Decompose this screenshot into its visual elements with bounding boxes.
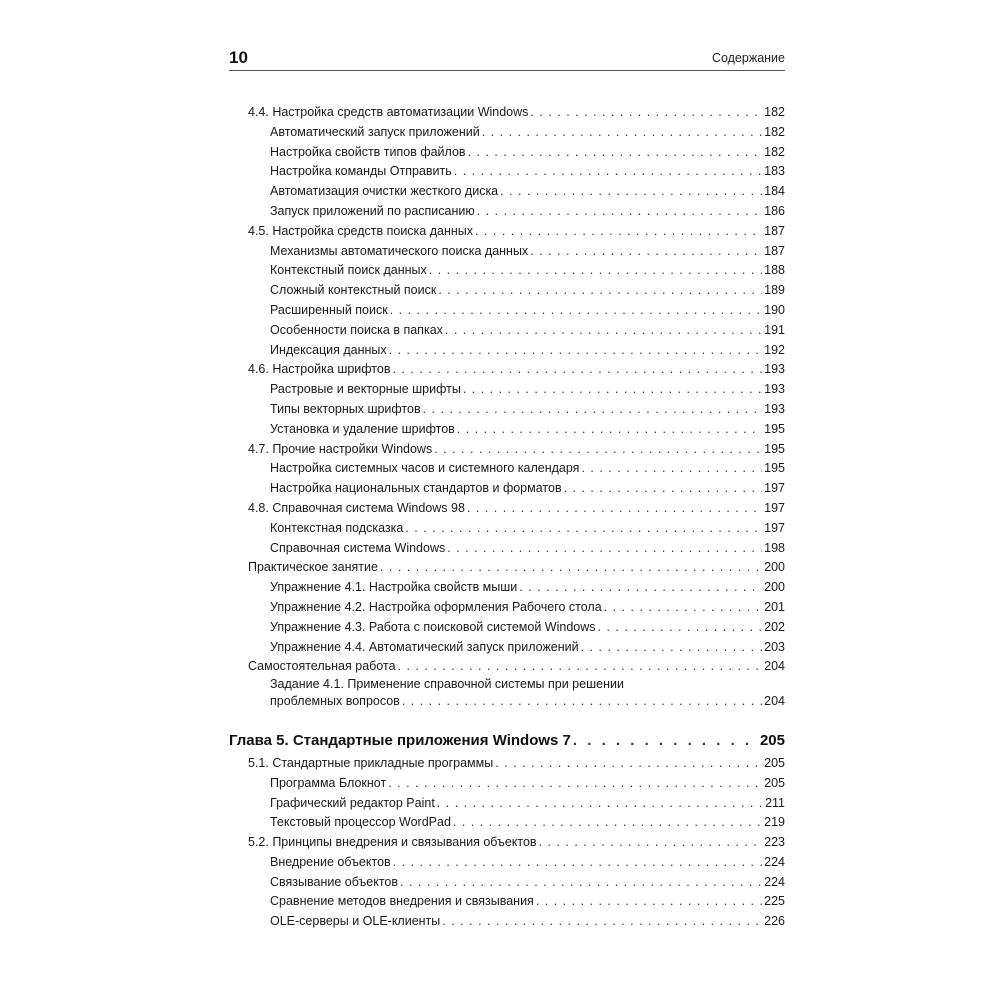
dot-leader: [454, 162, 762, 182]
dot-leader: [530, 242, 762, 262]
toc-entry[interactable]: [229, 657, 785, 677]
toc-entry-page: 205: [764, 775, 785, 790]
dot-leader: [564, 479, 763, 499]
toc-entry-label: Связывание объектов: [270, 874, 399, 889]
dot-leader: [573, 728, 758, 754]
toc-entry-label: 4.5. Настройка средств поиска данных: [248, 223, 473, 238]
toc-entry-page: 219: [764, 815, 785, 830]
dot-leader: [457, 420, 762, 440]
toc-entry-label: Растровые и векторные шрифты: [270, 382, 461, 397]
toc-entry[interactable]: [229, 774, 785, 794]
dot-leader: [388, 774, 762, 794]
toc-entry-page: 190: [764, 302, 785, 317]
toc-entry[interactable]: [229, 143, 785, 163]
toc-entry-page: 205: [764, 755, 785, 770]
toc-entry-label: Программа Блокнот: [270, 775, 387, 790]
dot-leader: [402, 692, 762, 712]
toc-entry-label: 4.6. Настройка шрифтов: [248, 362, 391, 377]
toc-entry-page: 197: [764, 520, 785, 535]
toc-entry-label: OLE-серверы и OLE-клиенты: [270, 914, 441, 929]
toc-entry[interactable]: [229, 360, 785, 380]
toc-chapter-heading[interactable]: [229, 728, 785, 754]
dot-leader: [400, 873, 762, 893]
toc-entry-label: Настройка национальных стандартов и форматов: [270, 481, 562, 496]
toc-entry-page: 189: [764, 283, 785, 298]
toc-entry-page: 203: [764, 639, 785, 654]
dot-leader: [467, 499, 762, 519]
toc-entry[interactable]: [229, 242, 785, 262]
dot-leader: [539, 833, 763, 853]
toc-entry-label: Контекстный поиск данных: [270, 263, 427, 278]
toc-entry-page: 198: [764, 540, 785, 555]
toc-entry-label: Особенности поиска в папках: [270, 322, 443, 337]
toc-entry-label: Внедрение объектов: [270, 854, 391, 869]
toc-entry-page: 183: [764, 164, 785, 179]
toc-entry-label: Упражнение 4.2. Настройка оформления Рабочего стола: [270, 599, 602, 614]
toc-entry-label: Справочная система Windows: [270, 540, 446, 555]
toc-entry-page: 182: [764, 105, 785, 119]
toc-entry[interactable]: [229, 794, 785, 814]
toc-entry-label: Автоматический запуск приложений: [270, 124, 480, 139]
toc-entry-page: 193: [764, 401, 785, 416]
toc-entry-page: 188: [764, 263, 785, 278]
toc-entry-label: Контекстная подсказка: [270, 520, 404, 535]
toc-entry-page: 186: [764, 203, 785, 218]
toc-entry-page: 223: [764, 835, 785, 850]
dot-leader: [530, 103, 762, 123]
dot-leader: [442, 912, 762, 932]
toc-entry-page: 191: [764, 322, 785, 337]
dot-leader: [581, 638, 763, 658]
toc-entry-page: 224: [764, 874, 785, 889]
toc-entry[interactable]: [229, 162, 785, 182]
toc-entry[interactable]: [229, 892, 785, 912]
toc-entry-label: Настройка команды Отправить: [270, 164, 452, 179]
toc-entry-label: Типы векторных шрифтов: [270, 401, 421, 416]
toc-entry[interactable]: [229, 222, 785, 242]
toc-entry[interactable]: [229, 103, 785, 123]
toc-entry[interactable]: [229, 813, 785, 833]
dot-leader: [405, 519, 762, 539]
toc-entry[interactable]: [229, 598, 785, 618]
toc-entry-page: 197: [764, 481, 785, 496]
toc-entry-label: 4.7. Прочие настройки Windows: [248, 441, 433, 456]
dot-leader: [445, 321, 762, 341]
table-of-contents: [229, 103, 785, 932]
chapter-page: 205: [759, 731, 785, 749]
dot-leader: [475, 222, 762, 242]
toc-entry-label: Установка и удаление шрифтов: [270, 421, 455, 436]
toc-entry[interactable]: [229, 618, 785, 638]
dot-leader: [390, 301, 762, 321]
dot-leader: [380, 558, 762, 578]
toc-entry[interactable]: [229, 638, 785, 658]
toc-entry-label-line1: Задание 4.1. Применение справочной системы при решении: [270, 677, 624, 692]
toc-entry-label: Настройка системных часов и системного календаря: [270, 461, 580, 476]
toc-entry-page: 193: [764, 382, 785, 397]
toc-entry-page: 184: [764, 184, 785, 199]
toc-entry-page: 182: [764, 124, 785, 139]
toc-entry-label: Механизмы автоматического поиска данных: [270, 243, 529, 258]
dot-leader: [463, 380, 762, 400]
toc-entry-page: 192: [764, 342, 785, 357]
toc-entry[interactable]: [229, 853, 785, 873]
toc-entry[interactable]: [229, 440, 785, 460]
toc-entry-label: Текстовый процессор WordPad: [270, 815, 451, 830]
toc-entry-label: Расширенный поиск: [270, 302, 388, 317]
toc-entry[interactable]: [229, 281, 785, 301]
toc-entry-page: 226: [764, 914, 785, 929]
dot-leader: [447, 539, 762, 559]
dot-leader: [519, 578, 762, 598]
toc-entry-page: 202: [764, 619, 785, 634]
toc-entry-page: 182: [764, 144, 785, 159]
toc-entry[interactable]: [229, 123, 785, 143]
toc-entry-label: Упражнение 4.4. Автоматический запуск приложений: [270, 639, 579, 654]
toc-part1: [229, 103, 785, 677]
toc-entry-label: 4.4. Настройка средств автоматизации Windows: [248, 105, 529, 119]
toc-entry-label: Настройка свойств типов файлов: [270, 144, 466, 159]
dot-leader: [500, 182, 762, 202]
toc-entry-page: 193: [764, 362, 785, 377]
toc-part2: [229, 754, 785, 932]
toc-entry-page: 187: [764, 243, 785, 258]
dot-leader: [495, 754, 762, 774]
toc-entry-page: 225: [764, 894, 785, 909]
toc-entry-label: 5.1. Стандартные прикладные программы: [248, 755, 494, 770]
toc-entry[interactable]: [229, 499, 785, 519]
toc-entry-page: 187: [764, 223, 785, 238]
toc-entry[interactable]: [229, 873, 785, 893]
toc-entry-page: 201: [764, 599, 785, 614]
running-title: Содержание: [711, 51, 785, 65]
dot-leader: [453, 813, 762, 833]
dot-leader: [429, 261, 762, 281]
toc-entry-page: 195: [764, 441, 785, 456]
toc-entry[interactable]: [229, 321, 785, 341]
dot-leader: [437, 794, 763, 814]
toc-entry[interactable]: [229, 912, 785, 932]
toc-entry[interactable]: [229, 420, 785, 440]
dot-leader: [398, 657, 763, 677]
toc-entry[interactable]: [229, 400, 785, 420]
toc-entry-page: 200: [764, 560, 785, 575]
dot-leader: [392, 360, 762, 380]
toc-entry-label: Индексация данных: [270, 342, 387, 357]
toc-entry[interactable]: [229, 754, 785, 774]
toc-entry-page: 224: [764, 854, 785, 869]
toc-entry-multiline[interactable]: [229, 677, 785, 712]
toc-entry[interactable]: [229, 519, 785, 539]
toc-entry[interactable]: [229, 182, 785, 202]
toc-entry[interactable]: [229, 301, 785, 321]
dot-leader: [423, 400, 763, 420]
toc-entry[interactable]: [229, 479, 785, 499]
dot-leader: [477, 202, 762, 222]
toc-entry-label: 5.2. Принципы внедрения и связывания объектов: [248, 835, 537, 850]
toc-entry-label: Упражнение 4.3. Работа с поисковой системой Windows: [270, 619, 596, 634]
toc-entry[interactable]: [229, 558, 785, 578]
toc-entry-page: 204: [764, 694, 785, 709]
toc-entry[interactable]: [229, 261, 785, 281]
dot-leader: [581, 459, 762, 479]
toc-entry-label: Запуск приложений по расписанию: [270, 203, 475, 218]
toc-entry[interactable]: [229, 341, 785, 361]
dot-leader: [536, 892, 762, 912]
toc-entry[interactable]: [229, 539, 785, 559]
toc-entry-page: 197: [764, 500, 785, 515]
chapter-title: Глава 5. Стандартные приложения Windows 7: [229, 731, 571, 749]
toc-entry-page: 204: [764, 659, 785, 674]
dot-leader: [393, 853, 762, 873]
toc-entry-label: Сложный контекстный поиск: [270, 283, 437, 298]
toc-entry-label-line2: проблемных вопросов: [270, 694, 400, 709]
toc-entry-page: 200: [764, 580, 785, 595]
toc-entry-label: Упражнение 4.1. Настройка свойств мыши: [270, 580, 518, 595]
toc-entry-label: Графический редактор Paint: [270, 795, 435, 810]
toc-entry[interactable]: [229, 578, 785, 598]
toc-entry-page: 195: [764, 421, 785, 436]
toc-entry-label: Практическое занятие: [248, 560, 378, 575]
dot-leader: [598, 618, 763, 638]
dot-leader: [389, 341, 763, 361]
toc-entry-label: 4.8. Справочная система Windows 98: [248, 500, 465, 515]
toc-entry-page: 195: [764, 461, 785, 476]
page-header: [229, 48, 785, 71]
toc-entry-page: 211: [765, 795, 785, 810]
dot-leader: [604, 598, 762, 618]
toc-entry[interactable]: [229, 459, 785, 479]
dot-leader: [482, 123, 762, 143]
toc-entry[interactable]: [229, 833, 785, 853]
toc-entry-label: Автоматизация очистки жесткого диска: [270, 184, 499, 199]
dot-leader: [468, 143, 763, 163]
toc-entry-label: Сравнение методов внедрения и связывания: [270, 894, 534, 909]
toc-entry[interactable]: [229, 380, 785, 400]
dot-leader: [434, 440, 762, 460]
dot-leader: [438, 281, 762, 301]
page-number: 10: [229, 48, 248, 67]
toc-entry[interactable]: [229, 202, 785, 222]
toc-entry-label: Самостоятельная работа: [248, 659, 396, 674]
